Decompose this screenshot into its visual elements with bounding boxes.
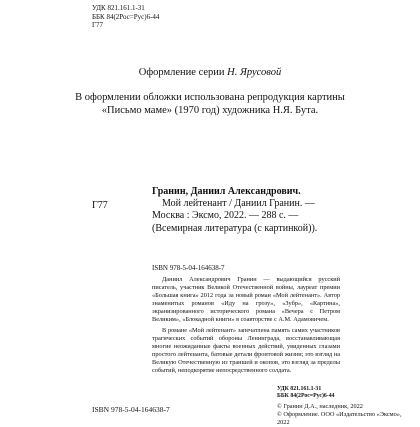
footer-udk: УДК 821.161.1-31	[277, 386, 322, 392]
udk-code: УДК 821.161.1-31	[92, 4, 145, 12]
cover-credit-line-1: В оформлении обложки использована репродукция картины	[75, 92, 345, 103]
record-author-mark: Г77	[92, 200, 108, 211]
bibliographic-record	[152, 186, 340, 235]
cover-credit	[0, 91, 420, 117]
cover-credit-line-2: «Письмо маме» (1970 год) художника Н.Я. Бута.	[101, 105, 319, 116]
series-designer: Н. Ярусовой	[227, 67, 282, 78]
bbk-code: ББК 84(2Рос=Рус)6-44	[92, 13, 160, 21]
copyright-block	[277, 403, 412, 427]
footer-isbn: ISBN 978-5-04-164638-7	[92, 405, 170, 414]
record-author: Гранин, Даниил Александрович.	[152, 186, 301, 197]
footer-bbk: ББК 84(2Рос=Рус)6-44	[277, 393, 335, 399]
annotation-paragraph-2: В романе «Мой лейтенант» запечатлена память самих участников трагических событий обороны Ленинграда, восстанавливающая многие неожиданные факты военных действий, увиденных глазами простого лейтенанта, батовые детали фронтовой жизни; это взгляд на Великую Отечественную из траншей и окопов, это взгляд за пределы событий, неподкорятие непосредственного солдата.	[152, 327, 340, 374]
copyright-line-2: © Оформление. ООО «Издательство «Эксмо», 2022	[277, 411, 402, 426]
series-prefix: Оформление серии	[138, 67, 228, 78]
annotation	[152, 276, 340, 375]
author-mark: Г77	[92, 21, 104, 29]
record-description: Мой лейтенант / Даниил Гранин. — Москва : Эксмо, 2022. — 288 с. — (Всемирная литература (с картинкой)).	[152, 198, 318, 234]
series-design-credit	[0, 66, 420, 79]
annotation-paragraph-1: Даниил Александрович Гранин — выдающийся русский писатель, участник Великой Отечественной войны, лауреат премии «Большая книга» 2012 года за новый роман «Мой лейтенант». Автор знаменитых романов «Иду на грозу», «Зубр», «Картина», экранизированного исторического романа «Вечера с Петром Великим», «Блокадной книги» в соавторстве с А.М. Адамовичем.	[152, 276, 340, 323]
copyright-line-1: © Гранин Д.А., наследник, 2022	[277, 403, 363, 410]
record-isbn: ISBN 978-5-04-164638-7	[152, 264, 225, 272]
